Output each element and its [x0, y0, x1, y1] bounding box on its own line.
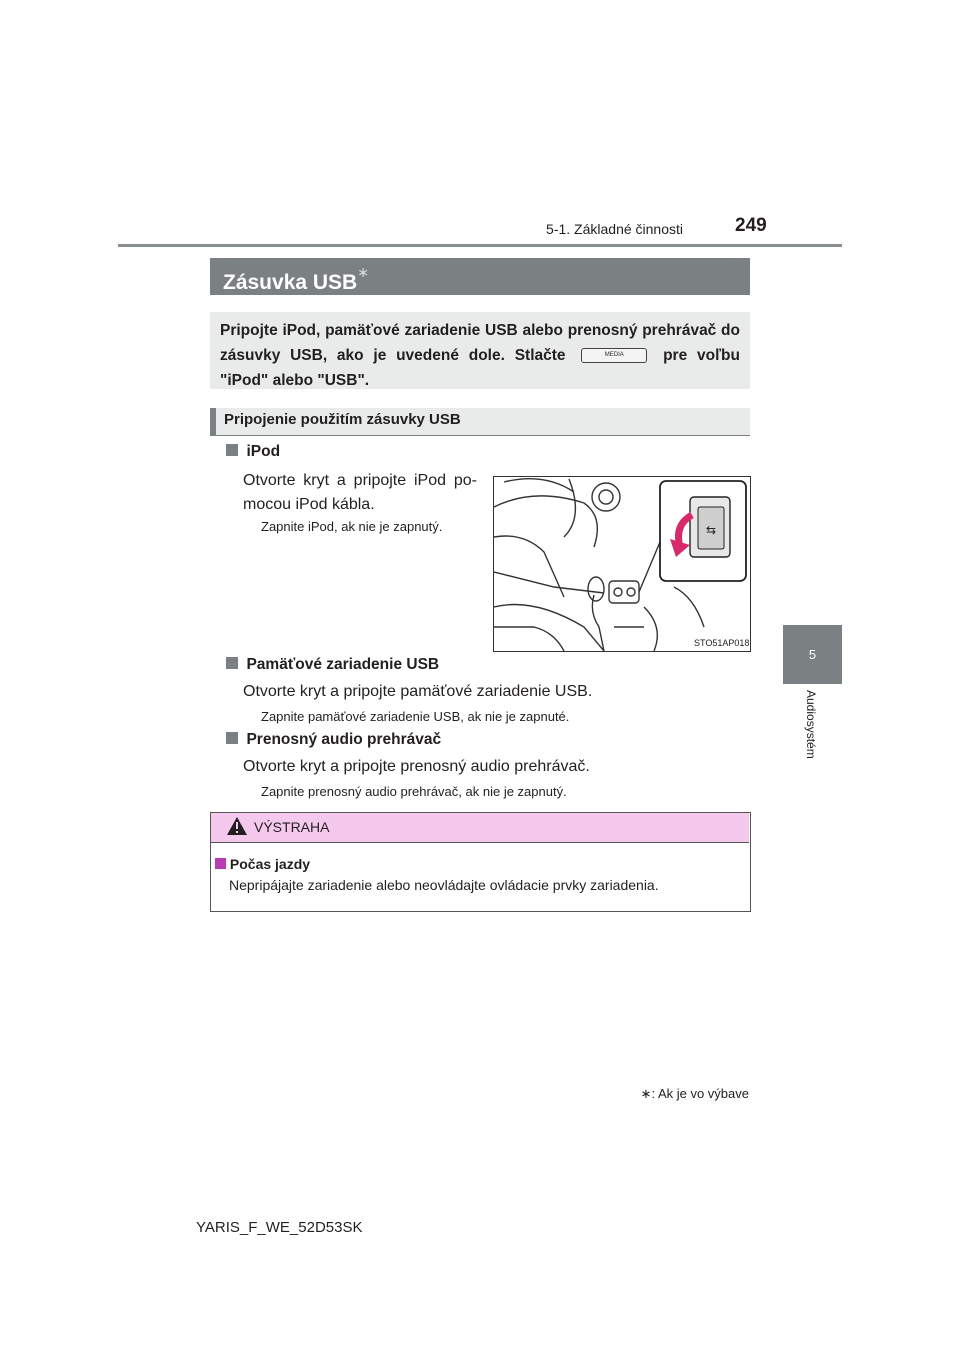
header-divider: [118, 244, 842, 247]
subheading: Pripojenie použitím zásuvky USB: [224, 411, 461, 428]
footnote: [600, 1086, 749, 1102]
warning-item-title: Počas jazdy: [215, 856, 310, 872]
chapter-tab: 5: [783, 625, 842, 684]
item-ipod-text: Otvorte kryt a pripojte iPod pomocou iPod kábla.: [243, 472, 477, 513]
figure-code: STO51AP018: [694, 638, 750, 648]
item-player-title: Prenosný audio prehrávač: [226, 731, 441, 749]
warning-triangle-icon: [226, 816, 248, 836]
item-usb-text: Otvorte kryt a pripojte pamäťové zariadenie USB.: [243, 683, 593, 700]
media-button-icon: MEDIA: [581, 348, 647, 363]
section-label: 5-1. Základné činnosti: [546, 221, 683, 237]
item-ipod-title: iPod: [226, 443, 280, 461]
usb-port-figure: [493, 476, 751, 652]
square-bullet-icon: [226, 657, 238, 669]
item-ipod-note: Zapnite iPod, ak nie je zapnutý.: [261, 519, 443, 534]
footnote-marker: ∗: [640, 1086, 652, 1101]
intro-text-after: pre voľbu "iPod" alebo "USB".: [220, 347, 740, 389]
subheading-accent: [210, 408, 216, 436]
square-bullet-icon: [226, 444, 238, 456]
square-bullet-icon: [215, 858, 226, 869]
svg-text:⇆: ⇆: [705, 523, 717, 537]
usb-port-illustration: [494, 477, 750, 651]
intro-text: [220, 318, 740, 393]
item-usb-title: Pamäťové zariadenie USB: [226, 656, 439, 674]
item-usb-note: Zapnite pamäťové zariadenie USB, ak nie je zapnuté.: [261, 709, 570, 724]
intro-text-before: Pripojte iPod, pamäťové zariadenie USB alebo prenosný prehrávač do zásuvky USB, ako je uvedené dole. Stlačte: [220, 322, 740, 364]
document-code: YARIS_F_WE_52D53SK: [196, 1219, 363, 1236]
page-title-text: Zásuvka USB: [223, 271, 358, 294]
item-player-text: Otvorte kryt a pripojte prenosný audio prehrávač.: [243, 758, 590, 775]
warning-title: VÝSTRAHA: [254, 819, 330, 835]
square-bullet-icon: [226, 732, 238, 744]
page-title: [210, 258, 750, 295]
optional-marker: ∗: [357, 264, 369, 280]
warning-item-text: Nepripájajte zariadenie alebo neovládajte ovládacie prvky zariadenia.: [229, 877, 659, 893]
footnote-text: : Ak je vo výbave: [651, 1086, 749, 1101]
chapter-label: Audiosystém: [804, 690, 818, 759]
page-number: 249: [735, 215, 767, 236]
item-player-note: Zapnite prenosný audio prehrávač, ak nie je zapnutý.: [261, 784, 567, 799]
